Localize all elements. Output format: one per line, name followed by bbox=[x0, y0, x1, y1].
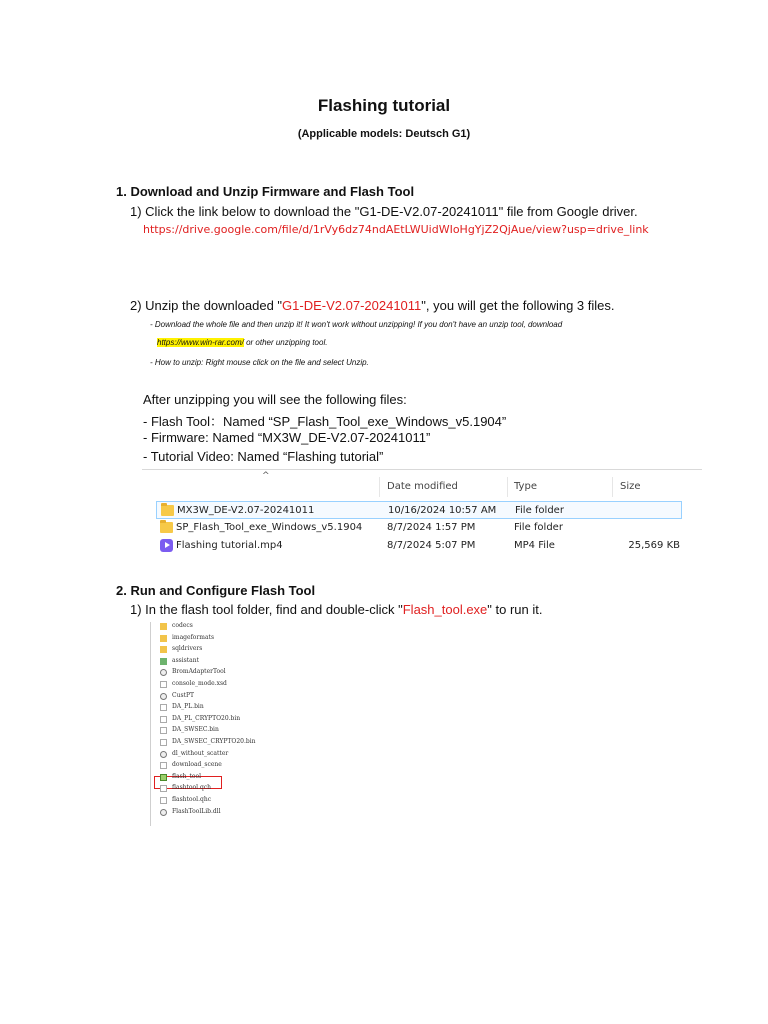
explorer-row[interactable] bbox=[156, 519, 682, 537]
folder-icon bbox=[160, 522, 173, 533]
winrar-note-suffix: or other unzipping tool. bbox=[243, 338, 328, 347]
file-type: MP4 File bbox=[514, 540, 555, 551]
step1-prefix: 1) Click the link below to download the " bbox=[130, 204, 360, 219]
dll-icon bbox=[160, 751, 167, 758]
list-item-label: flashtool.qch bbox=[172, 784, 212, 792]
unzip-note: - Download the whole file and then unzip it! It won't work without unzipping! If you don't have an unzip tool, download bbox=[150, 320, 563, 329]
list-item-label: console_mode.xsd bbox=[172, 680, 227, 687]
column-separator bbox=[612, 477, 613, 497]
list-item-label: codecs bbox=[172, 622, 193, 629]
column-date-modified[interactable]: Date modified bbox=[387, 481, 458, 492]
tree-line bbox=[150, 622, 151, 826]
column-separator bbox=[379, 477, 380, 497]
assistant-icon bbox=[160, 658, 167, 665]
file-icon bbox=[160, 704, 167, 711]
google-drive-link[interactable]: https://drive.google.com/file/d/1rVy6dz74ndAEtLWUidWIoHgYjZ2QjAue/view?usp=drive_link bbox=[143, 223, 649, 236]
column-size[interactable]: Size bbox=[620, 481, 641, 492]
list-item-label: download_scene bbox=[172, 761, 222, 769]
folder-icon bbox=[160, 635, 167, 642]
explorer-row[interactable] bbox=[156, 501, 682, 519]
step2-prefix: 2) Unzip the downloaded " bbox=[130, 298, 283, 313]
step-suffix: " to run it. bbox=[487, 602, 543, 617]
list-item-label: flashtool.qhc bbox=[172, 796, 212, 803]
list-item-label: BromAdapterTool bbox=[172, 668, 226, 676]
how-to-unzip-note: - How to unzip: Right mouse click on the file and select Unzip. bbox=[150, 358, 369, 367]
page-title: Flashing tutorial bbox=[317, 96, 451, 115]
section1-heading: 1. Download and Unzip Firmware and Flash Tool bbox=[116, 184, 415, 199]
flash-tool-folder-screenshot bbox=[150, 622, 270, 826]
list-item-label: CustPT bbox=[172, 691, 194, 699]
file-explorer-screenshot bbox=[142, 467, 702, 559]
after-unzip-intro: After unzipping you will see the following files: bbox=[143, 392, 407, 407]
file-name: SP_Flash_Tool_exe_Windows_v5.1904 bbox=[176, 522, 363, 533]
list-item-label: DA_SWSEC.bin bbox=[172, 726, 219, 734]
list-item-label: sqldrivers bbox=[172, 645, 203, 653]
folder-icon bbox=[160, 623, 167, 630]
explorer-row[interactable] bbox=[156, 537, 682, 555]
section1-step2 bbox=[130, 298, 615, 313]
list-item-label: FlashToolLib.dll bbox=[172, 807, 221, 815]
step2-suffix: ", you will get the following 3 files. bbox=[421, 298, 615, 313]
file-name: Flashing tutorial.mp4 bbox=[176, 540, 283, 551]
sort-indicator[interactable]: ^ bbox=[262, 471, 270, 481]
page-subtitle: (Applicable models: Deutsch G1) bbox=[297, 128, 471, 140]
dll-icon bbox=[160, 693, 167, 700]
file-date: 10/16/2024 10:57 AM bbox=[388, 505, 497, 516]
file-icon bbox=[160, 739, 167, 746]
list-item-label: assistant bbox=[172, 656, 199, 664]
file-line-flash-tool: - Flash Tool：Named “SP_Flash_Tool_exe_Windows_v5.1904” bbox=[143, 414, 507, 429]
file-icon bbox=[160, 762, 167, 769]
dll-icon bbox=[160, 669, 167, 676]
file-icon bbox=[160, 797, 167, 804]
file-icon bbox=[160, 716, 167, 723]
flash-tool-exe-name: Flash_tool.exe bbox=[402, 602, 488, 617]
step1-filename: G1-DE-V2.07-20241011 bbox=[359, 204, 499, 219]
step2-filename: G1-DE-V2.07-20241011 bbox=[282, 298, 422, 313]
winrar-link[interactable]: https://www.win-rar.com/ bbox=[157, 338, 244, 347]
file-type: File folder bbox=[515, 505, 564, 516]
file-date: 8/7/2024 5:07 PM bbox=[387, 540, 476, 551]
list-item-label: DA_PL_CRYPTO20.bin bbox=[172, 714, 241, 722]
column-separator bbox=[507, 477, 508, 497]
explorer-top-border bbox=[142, 469, 702, 470]
dll-icon bbox=[160, 809, 167, 816]
file-icon bbox=[160, 727, 167, 734]
file-date: 8/7/2024 1:57 PM bbox=[387, 522, 476, 533]
section1-step1 bbox=[130, 204, 638, 219]
list-item-label: dl_without_scatter bbox=[172, 749, 229, 757]
step1-suffix: " file from Google driver. bbox=[498, 204, 638, 219]
list-item-label: flash_tool bbox=[172, 772, 202, 780]
step-prefix: 1) In the flash tool folder, find and double-click " bbox=[130, 602, 403, 617]
file-icon bbox=[160, 681, 167, 688]
section2-heading: 2. Run and Configure Flash Tool bbox=[116, 583, 316, 598]
list-item-label: imageformats bbox=[172, 633, 215, 641]
folder-icon bbox=[161, 505, 174, 516]
file-line-tutorial-video: - Tutorial Video: Named “Flashing tutorial” bbox=[143, 449, 384, 464]
file-icon bbox=[160, 785, 167, 792]
file-line-firmware: - Firmware: Named “MX3W_DE-V2.07-20241011” bbox=[143, 430, 431, 445]
app-icon bbox=[160, 774, 167, 781]
file-size: 25,569 KB bbox=[628, 540, 680, 551]
folder-icon bbox=[160, 646, 167, 653]
list-item-label: DA_SWSEC_CRYPTO20.bin bbox=[172, 738, 256, 745]
file-type: File folder bbox=[514, 522, 563, 533]
winrar-note bbox=[157, 338, 327, 347]
column-type[interactable]: Type bbox=[514, 481, 537, 492]
section2-step1 bbox=[130, 602, 543, 617]
list-item-label: DA_PL.bin bbox=[172, 703, 204, 711]
video-icon bbox=[160, 539, 173, 552]
file-name: MX3W_DE-V2.07-20241011 bbox=[177, 505, 315, 516]
